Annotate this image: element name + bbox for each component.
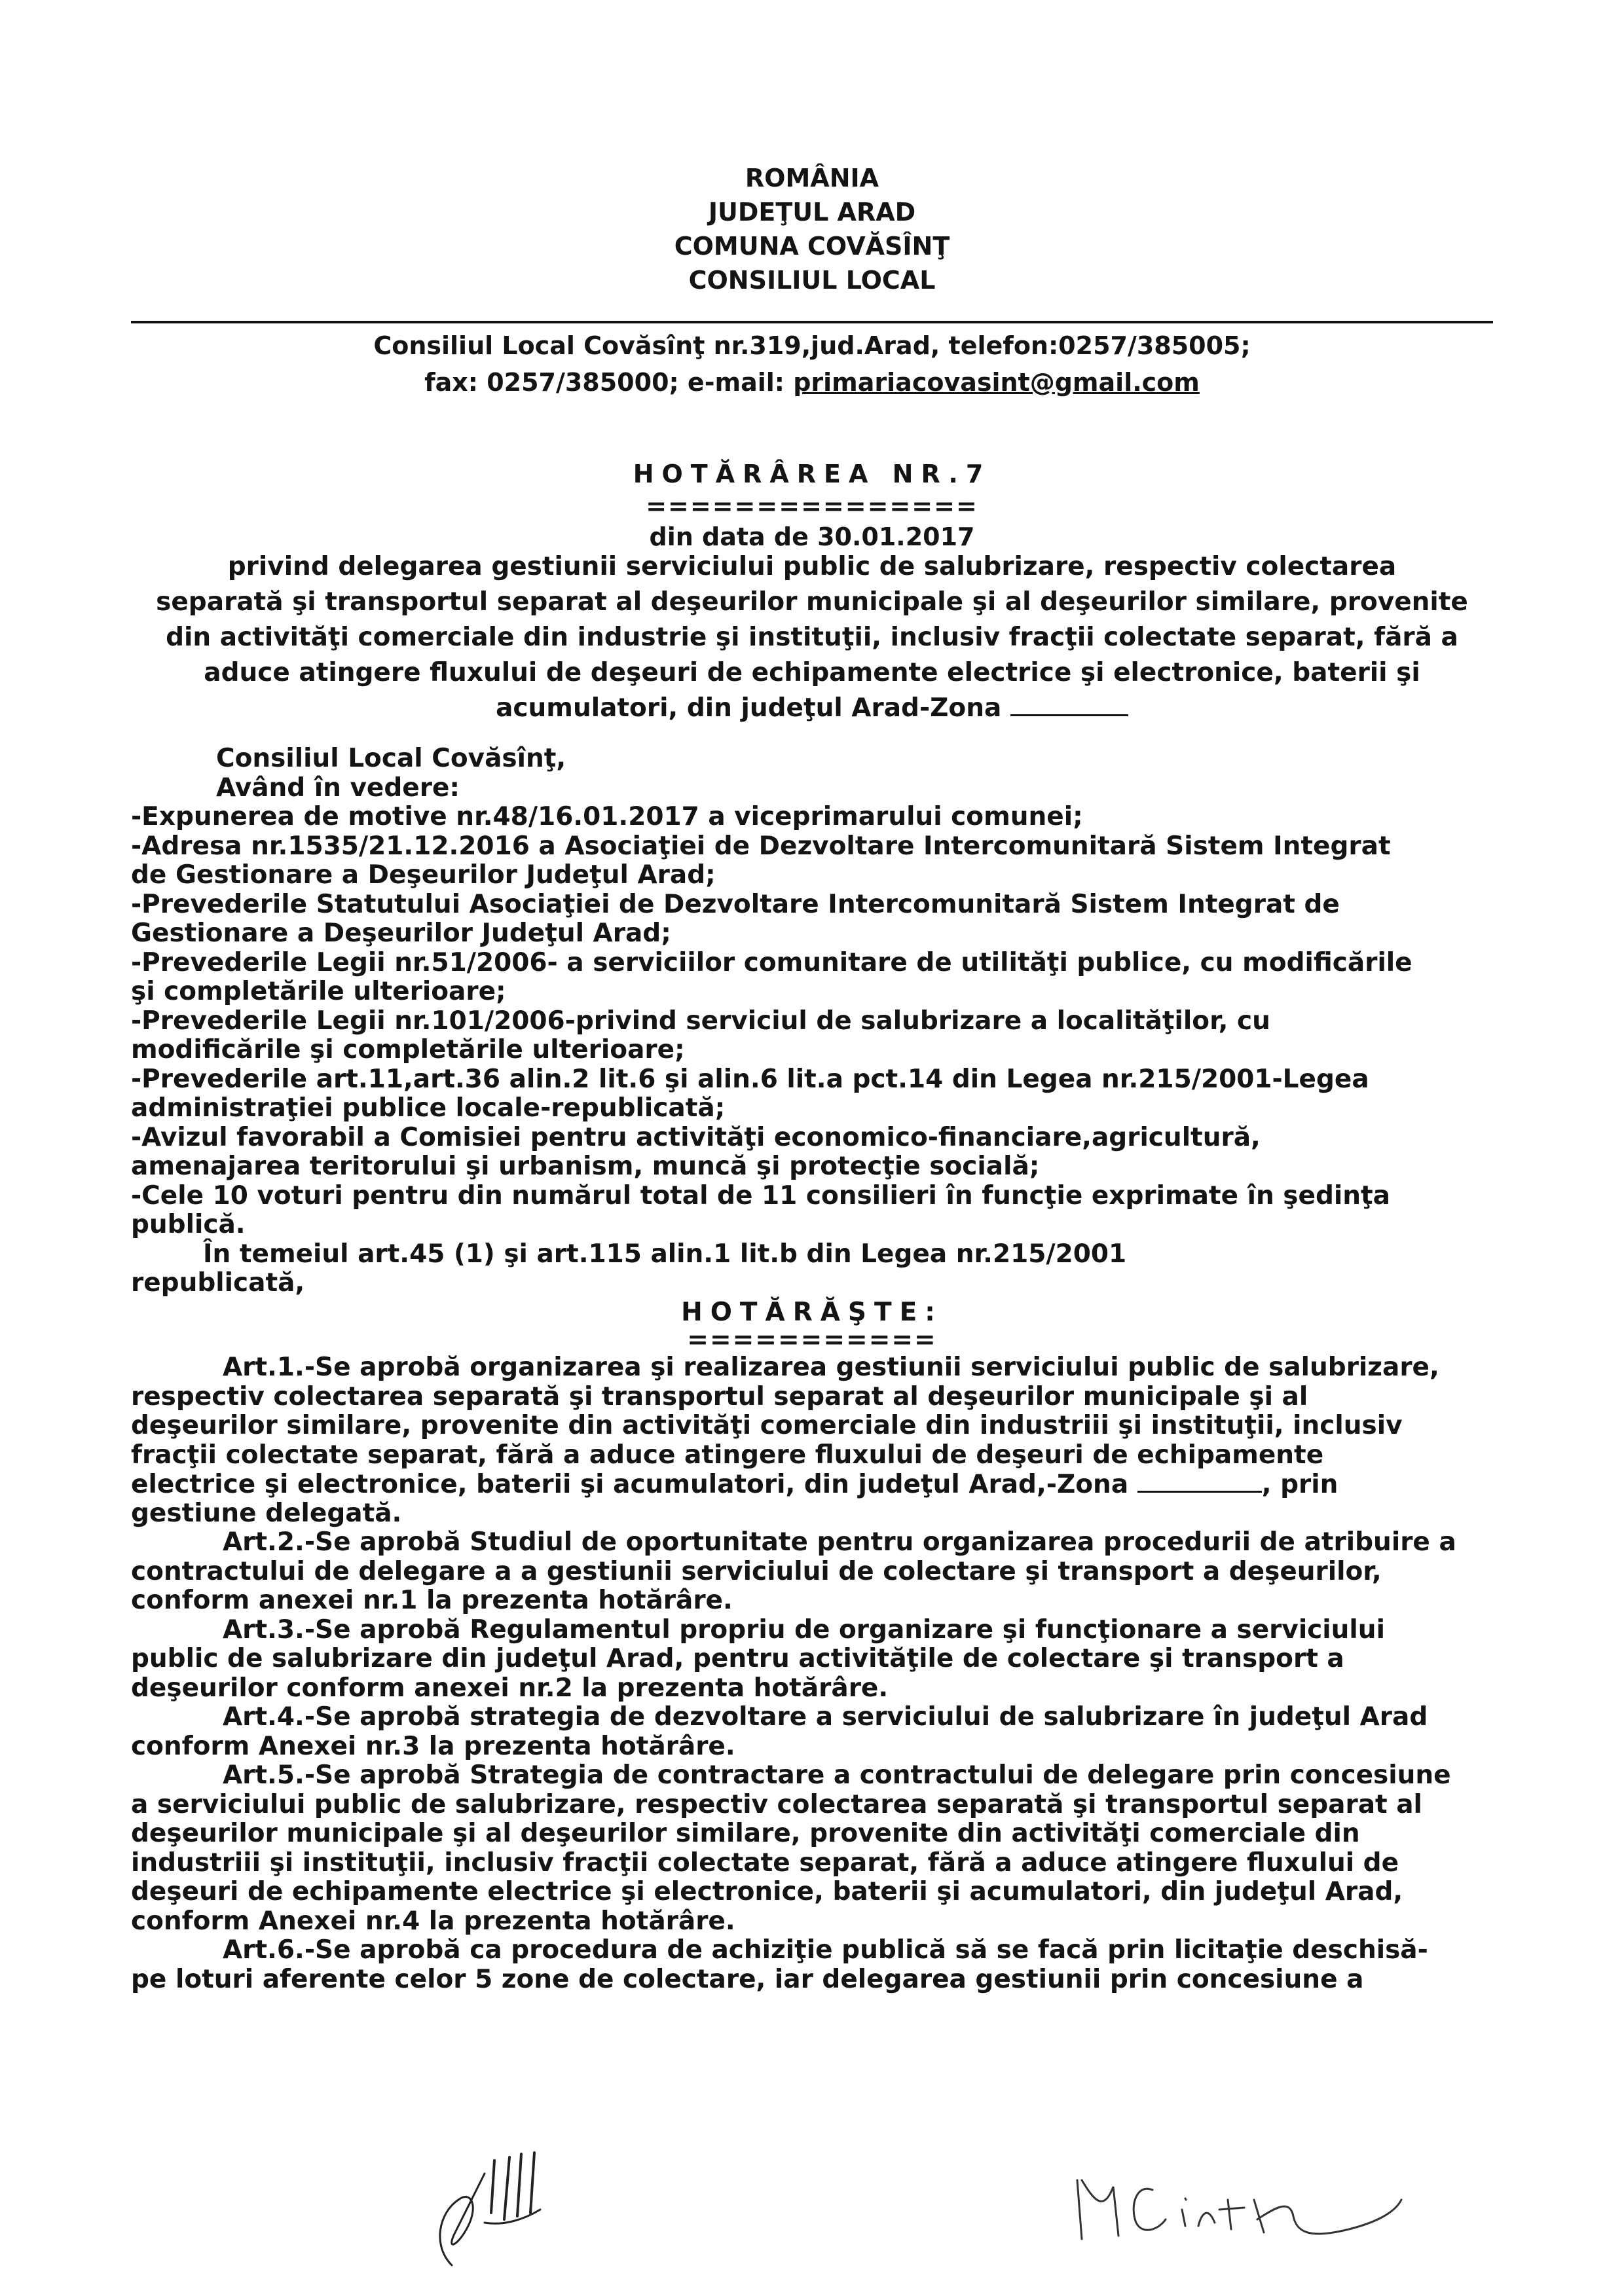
preamble-item: -Cele 10 voturi pentru din numărul total de 11 consilieri în funcţie exprimate în şedinţa [131, 1180, 1390, 1211]
preamble-item: Gestionare a Deşeurilor Judeţul Arad; [131, 919, 671, 948]
article-5-line: deşeuri de echipamente electrice şi electronice, baterii şi acumulatori, din judeţul Arad, [131, 1877, 1403, 1906]
article-1-line: deşeurilor similare, provenite din activităţi comerciale din industriii şi instituţii, inclusiv [131, 1411, 1403, 1440]
signature-left [406, 2134, 576, 2278]
article-4-line: conform Anexei nr.3 la prezenta hotărâre. [131, 1731, 735, 1761]
document-header [0, 161, 1624, 297]
header-country: ROMÂNIA [745, 164, 879, 192]
decides-underline: =========== [687, 1325, 937, 1355]
subject-line-zone [131, 691, 1493, 726]
article-3-line: public de salubrizare din judeţul Arad, pentru activităţile de colectare şi transport a [131, 1644, 1344, 1673]
subject-line: privind delegarea gestiunii serviciului public de salubrizare, respectiv colectarea [227, 552, 1397, 581]
zone-blank-field [1010, 693, 1128, 716]
preamble-council: Consiliul Local Covăsînţ, [216, 744, 566, 773]
article-1-zone-text: electrice şi electronice, baterii şi acumulatori, din judeţul Arad,-Zona [131, 1470, 1137, 1499]
article-6-line: pe loturi aferente celor 5 zone de colectare, iar delegarea gestiunii prin concesiune a [131, 1964, 1364, 1994]
article-3-line: deşeurilor conform anexei nr.2 la prezenta hotărâre. [131, 1673, 889, 1703]
article-1-line: respectiv colectarea separată şi transportul separat al deşeurilor municipale şi al [131, 1381, 1308, 1412]
article-1-zone-tail: , prin [1261, 1470, 1338, 1499]
preamble-item: -Adresa nr.1535/21.12.2016 a Asociaţiei de Dezvoltare Intercomunitară Sistem Integrat [131, 831, 1391, 861]
preamble-item: -Prevederile Legii nr.101/2006-privind serviciul de salubrizare a localităţilor, cu [131, 1006, 1270, 1036]
article-5-line: Art.5.-Se aprobă Strategia de contractare a contractului de delegare prin concesiune [223, 1760, 1451, 1790]
preamble-item: -Expunerea de motive nr.48/16.01.2017 a viceprimarului comunei; [131, 802, 1083, 831]
preamble-item: -Prevederile art.11,art.36 alin.2 lit.6 şi alin.6 lit.a pct.14 din Legea nr.215/2001-Legea [131, 1064, 1369, 1094]
preamble-item: şi completările ulterioare; [131, 977, 506, 1006]
article-5-line: industriii şi instituţii, inclusiv fracţii colectate separat, fără a aduce atingere fluxului de [131, 1848, 1399, 1878]
header-county: JUDEŢUL ARAD [708, 198, 916, 227]
article-4-line: Art.4.-Se aprobă strategia de dezvoltare a serviciului de salubrizare în judeţul Arad [223, 1702, 1428, 1732]
preamble-item: -Prevederile Statutului Asociaţiei de Dezvoltare Intercomunitară Sistem Integrat de [131, 889, 1340, 919]
signature-right [1067, 2160, 1408, 2252]
subject-line: din activităţi comerciale din industrie şi instituţii, inclusiv fracţii colectate separat, fără a [166, 623, 1458, 652]
preamble-item: -Avizul favorabil a Comisiei pentru activităţi economico-financiare,agricultură, [131, 1122, 1261, 1152]
header-divider [131, 321, 1493, 323]
preamble-having-regard: Având în vedere: [216, 773, 460, 803]
article-2-line: Art.2.-Se aprobă Studiul de oportunitate pentru organizarea procedurii de atribuire a [223, 1527, 1456, 1557]
subject-zone-text: acumulatori, din judeţul Arad-Zona [496, 693, 1010, 723]
decision-title-block [0, 456, 1624, 553]
contact-block [0, 327, 1624, 401]
article-5-line: a serviciului public de salubrizare, respectiv colectarea separată şi transportul separat al [131, 1789, 1422, 1819]
decides-title: HOTĂRĂŞTE: [681, 1297, 943, 1327]
preamble-item: modificările şi completările ulterioare; [131, 1035, 685, 1065]
article-1-line: fracţii colectate separat, fără a aduce atingere fluxului de deşeuri de echipamente [131, 1440, 1324, 1470]
decision-date: din data de 30.01.2017 [649, 522, 975, 551]
article-1-line: gestiune delegată. [131, 1498, 402, 1528]
article-3-line: Art.3.-Se aprobă Regulamentul propriu de organizare şi funcţionare a serviciului [223, 1614, 1385, 1645]
article-2-line: conform anexei nr.1 la prezenta hotărâre. [131, 1586, 733, 1615]
legal-basis: În temeiul art.45 (1) şi art.115 alin.1 lit.b din Legea nr.215/2001 [203, 1239, 1127, 1269]
preamble [131, 744, 1493, 1994]
decision-title-underline: =============== [646, 492, 978, 520]
preamble-item: de Gestionare a Deşeurilor Judeţul Arad; [131, 860, 716, 890]
decision-subject [131, 549, 1493, 726]
article-1-zone-line [131, 1470, 1493, 1499]
article-5-line: conform Anexei nr.4 la prezenta hotărâre. [131, 1906, 735, 1936]
contact-email-link[interactable]: primariacovasint@gmail.com [793, 368, 1200, 397]
article-5-line: deşeurilor municipale şi al deşeurilor similare, provenite din activităţi comerciale din [131, 1819, 1360, 1848]
decision-title: HOTĂRÂREA NR.7 [633, 460, 991, 488]
header-council: CONSILIUL LOCAL [688, 266, 936, 295]
contact-fax: fax: 0257/385000; e-mail: [424, 368, 794, 397]
zone-blank-field [1137, 1470, 1262, 1493]
contact-address-phone: Consiliul Local Covăsînţ nr.319,jud.Arad, telefon:0257/385005; [373, 331, 1251, 360]
article-1-line: Art.1.-Se aprobă organizarea şi realizarea gestiunii serviciului public de salubrizare, [223, 1353, 1439, 1382]
preamble-item: -Prevederile Legii nr.51/2006- a serviciilor comunitare de utilităţi publice, cu modificările [131, 947, 1412, 977]
subject-line: separată şi transportul separat al deşeurilor municipale şi al deşeurilor similare, provenite [156, 587, 1468, 617]
contact-fax-email [0, 364, 1624, 401]
preamble-item: publică. [131, 1210, 246, 1239]
preamble-item: amenajarea teritorului şi urbanism, muncă şi protecţie socială; [131, 1152, 1040, 1181]
header-commune: COMUNA COVĂSÎNŢ [674, 232, 950, 261]
preamble-item: administraţiei publice locale-republicată; [131, 1093, 726, 1123]
subject-line: aduce atingere fluxului de deşeuri de echipamente electrice şi electronice, baterii şi [204, 658, 1420, 687]
article-2-line: contractului de delegare a a gestiunii serviciului de colectare şi transport a deşeurilor, [131, 1556, 1382, 1586]
legal-basis-cont: republicată, [131, 1268, 305, 1298]
article-6-line: Art.6.-Se aprobă ca procedura de achiziţie publică să se facă prin licitaţie deschisă- [223, 1935, 1428, 1965]
